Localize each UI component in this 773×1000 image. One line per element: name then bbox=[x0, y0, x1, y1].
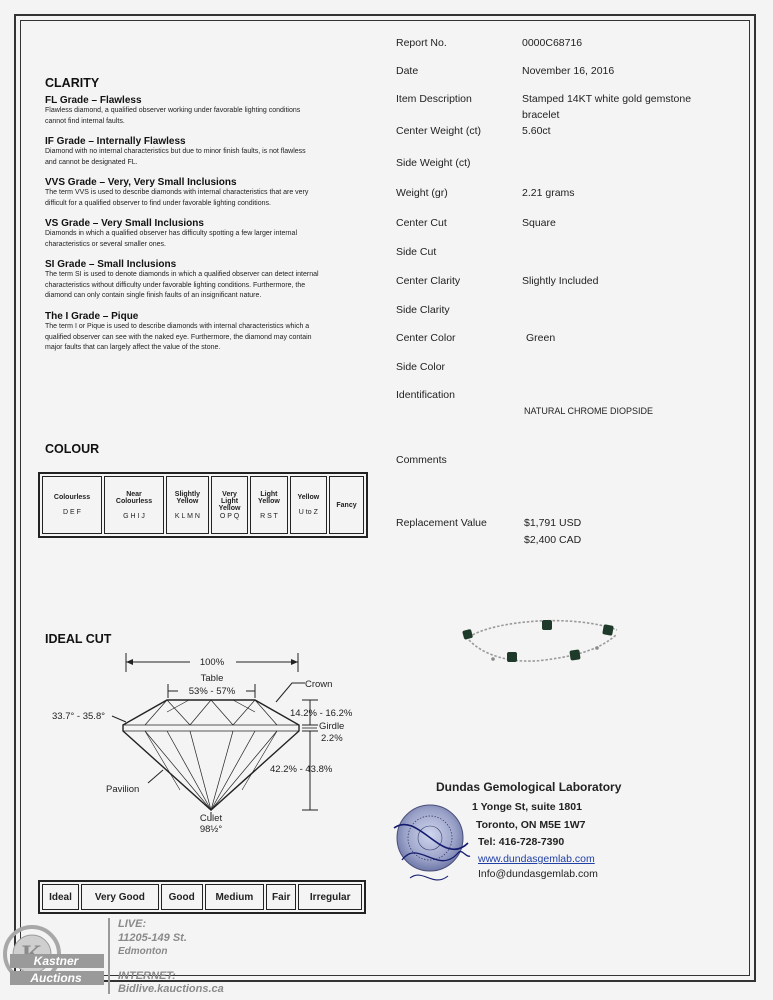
culet-value: 98½° bbox=[199, 824, 223, 835]
grade-desc-line: The term SI is used to denote diamonds in which a qualified observer can detect internal bbox=[45, 271, 319, 278]
lab-address-1: 1 Yonge St, suite 1801 bbox=[472, 801, 582, 813]
kastner-auctions-logo bbox=[2, 918, 106, 996]
grade-desc-line: Diamonds in which a qualified observer has difficulty spotting a few larger internal bbox=[45, 230, 298, 237]
colour-cell-slightly-yellow: Slightly Yellow K L M N bbox=[166, 476, 209, 534]
report-no-label: Report No. bbox=[396, 37, 447, 49]
watermark-internet-url: Bidlive.kauctions.ca bbox=[118, 983, 224, 995]
watermark-internet-label: INTERNET: bbox=[118, 970, 176, 982]
pavilion-depth: 42.2% - 43.8% bbox=[270, 764, 333, 775]
colour-heading: COLOUR bbox=[45, 442, 100, 456]
lab-email: Info@dundasgemlab.com bbox=[478, 868, 598, 880]
center-color-value: Green bbox=[526, 332, 556, 344]
bracelet-photo bbox=[455, 612, 630, 682]
grade-si bbox=[45, 259, 375, 311]
date-value: November 16, 2016 bbox=[522, 65, 615, 77]
date-label: Date bbox=[396, 65, 419, 77]
grade-desc-line: Flawless diamond, a qualified observer working under favorable lighting conditions bbox=[45, 107, 301, 114]
logo-text-top: Kastner bbox=[33, 954, 79, 968]
cut-grade-good: Good bbox=[161, 884, 203, 910]
ideal-cut-heading: IDEAL CUT bbox=[45, 632, 112, 646]
grade-desc-line: major faults that can largely affect the value of the stone. bbox=[45, 344, 221, 351]
crown-height: 14.2% - 16.2% bbox=[290, 708, 353, 719]
side-clarity-label: Side Clarity bbox=[396, 304, 450, 316]
colour-cell-yellow: Yellow U to Z bbox=[290, 476, 327, 534]
cut-grade-irregular: Irregular bbox=[298, 884, 362, 910]
grade-title: VS Grade – Very Small Inclusions bbox=[45, 218, 204, 229]
colour-cell-fancy: Fancy bbox=[329, 476, 364, 534]
grade-desc-line: The term VVS is used to describe diamonds with internal characteristics that are very bbox=[45, 189, 309, 196]
grade-desc-line: difficult for a qualified observer to find under favorable lighting conditions. bbox=[45, 199, 271, 207]
culet-label: Culet bbox=[199, 813, 223, 824]
grade-desc-line: diamond can only contain single finish faults of an insignificant nature. bbox=[45, 292, 262, 299]
watermark-divider bbox=[108, 918, 110, 994]
watermark-live-address: 11205-149 St. bbox=[118, 932, 187, 944]
lab-website-link[interactable]: www.dundasgemlab.com bbox=[478, 853, 595, 865]
clarity-grades bbox=[45, 95, 375, 354]
replacement-value-label: Replacement Value bbox=[396, 517, 487, 529]
table-range: 53% - 57% bbox=[188, 686, 236, 697]
grade-desc-line: characteristics without difficulty under favorable lighting conditions. Furthermore, the bbox=[45, 281, 306, 289]
report-no-value: 0000C68716 bbox=[522, 37, 583, 49]
colour-cell-very-light-yellow: Very Light Yellow O P Q bbox=[211, 476, 248, 534]
girdle-label: Girdle bbox=[319, 721, 345, 732]
center-clarity-value: Slightly Included bbox=[522, 275, 599, 287]
center-cut-value: Square bbox=[522, 217, 556, 229]
replacement-value-cad: $2,400 CAD bbox=[524, 534, 582, 546]
grade-title: VVS Grade – Very, Very Small Inclusions bbox=[45, 177, 237, 188]
grade-desc-line: characteristics or several smaller ones. bbox=[45, 240, 166, 248]
weight-gr-label: Weight (gr) bbox=[396, 187, 448, 199]
grade-desc-line: qualified observer can see with the naked eye. Furthermore, the diamond may contain bbox=[45, 333, 312, 341]
cut-grade-very-good: Very Good bbox=[81, 884, 159, 910]
item-description-value-line2: bracelet bbox=[522, 109, 560, 121]
crown-label: Crown bbox=[305, 679, 333, 690]
grade-if bbox=[45, 136, 375, 177]
lab-name: Dundas Gemological Laboratory bbox=[436, 780, 622, 794]
center-cut-label: Center Cut bbox=[396, 217, 447, 229]
cut-grade-ideal: Ideal bbox=[42, 884, 79, 910]
center-weight-value: 5.60ct bbox=[522, 125, 551, 137]
side-cut-label: Side Cut bbox=[396, 246, 437, 258]
clarity-heading: CLARITY bbox=[45, 76, 100, 90]
lab-phone: Tel: 416-728-7390 bbox=[478, 836, 565, 848]
grade-desc-line: Diamond with no internal characteristics but due to minor finish faults, is not flawless bbox=[45, 148, 306, 155]
item-description-label: Item Description bbox=[396, 93, 472, 105]
colour-scale-table bbox=[38, 472, 368, 538]
center-weight-label: Center Weight (ct) bbox=[396, 125, 481, 137]
grade-desc-line: cannot find internal faults. bbox=[45, 117, 125, 125]
item-description-value: Stamped 14KT white gold gemstone bbox=[522, 93, 692, 105]
table-label: Table bbox=[200, 673, 224, 684]
lab-address-2: Toronto, ON M5E 1W7 bbox=[476, 819, 586, 831]
logo-text-bottom: Auctions bbox=[30, 971, 82, 985]
grade-title: IF Grade – Internally Flawless bbox=[45, 136, 186, 147]
grade-vs bbox=[45, 218, 375, 259]
girdle-value: 2.2% bbox=[321, 733, 343, 744]
grade-fl bbox=[45, 95, 375, 136]
diamond-cut-diagram bbox=[40, 650, 380, 840]
watermark-live-city: Edmonton bbox=[118, 946, 168, 957]
colour-cell-near-colourless: Near Colourless G H I J bbox=[104, 476, 164, 534]
grade-i bbox=[45, 311, 375, 354]
grade-title: The I Grade – Pique bbox=[45, 311, 139, 322]
center-clarity-label: Center Clarity bbox=[396, 275, 461, 287]
center-color-label: Center Color bbox=[396, 332, 456, 344]
security-seal bbox=[388, 798, 473, 893]
side-weight-label: Side Weight (ct) bbox=[396, 157, 471, 169]
colour-cell-colourless: Colourless D E F bbox=[42, 476, 102, 534]
diameter-label: 100% bbox=[199, 657, 225, 668]
identification-value: NATURAL CHROME DIOPSIDE bbox=[524, 406, 654, 416]
crown-angle: 33.7° - 35.8° bbox=[52, 711, 106, 722]
identification-label: Identification bbox=[396, 389, 455, 401]
cut-grade-medium: Medium bbox=[205, 884, 264, 910]
replacement-value-usd: $1,791 USD bbox=[524, 517, 582, 529]
pavilion-label: Pavilion bbox=[106, 784, 140, 795]
weight-gr-value: 2.21 grams bbox=[522, 187, 575, 199]
grade-title: FL Grade – Flawless bbox=[45, 95, 142, 106]
watermark-live-label: LIVE: bbox=[118, 918, 147, 930]
grade-desc-line: The term I or Pique is used to describe diamonds with internal characteristics which a bbox=[45, 323, 310, 330]
comments-label: Comments bbox=[396, 454, 447, 466]
grade-vvs bbox=[45, 177, 375, 218]
side-color-label: Side Color bbox=[396, 361, 446, 373]
cut-grade-fair: Fair bbox=[266, 884, 296, 910]
grade-desc-line: and cannot be designated FL. bbox=[45, 158, 138, 166]
colour-cell-light-yellow: Light Yellow R S T bbox=[250, 476, 287, 534]
cut-grade-table bbox=[38, 880, 366, 914]
grade-title: SI Grade – Small Inclusions bbox=[45, 259, 177, 270]
